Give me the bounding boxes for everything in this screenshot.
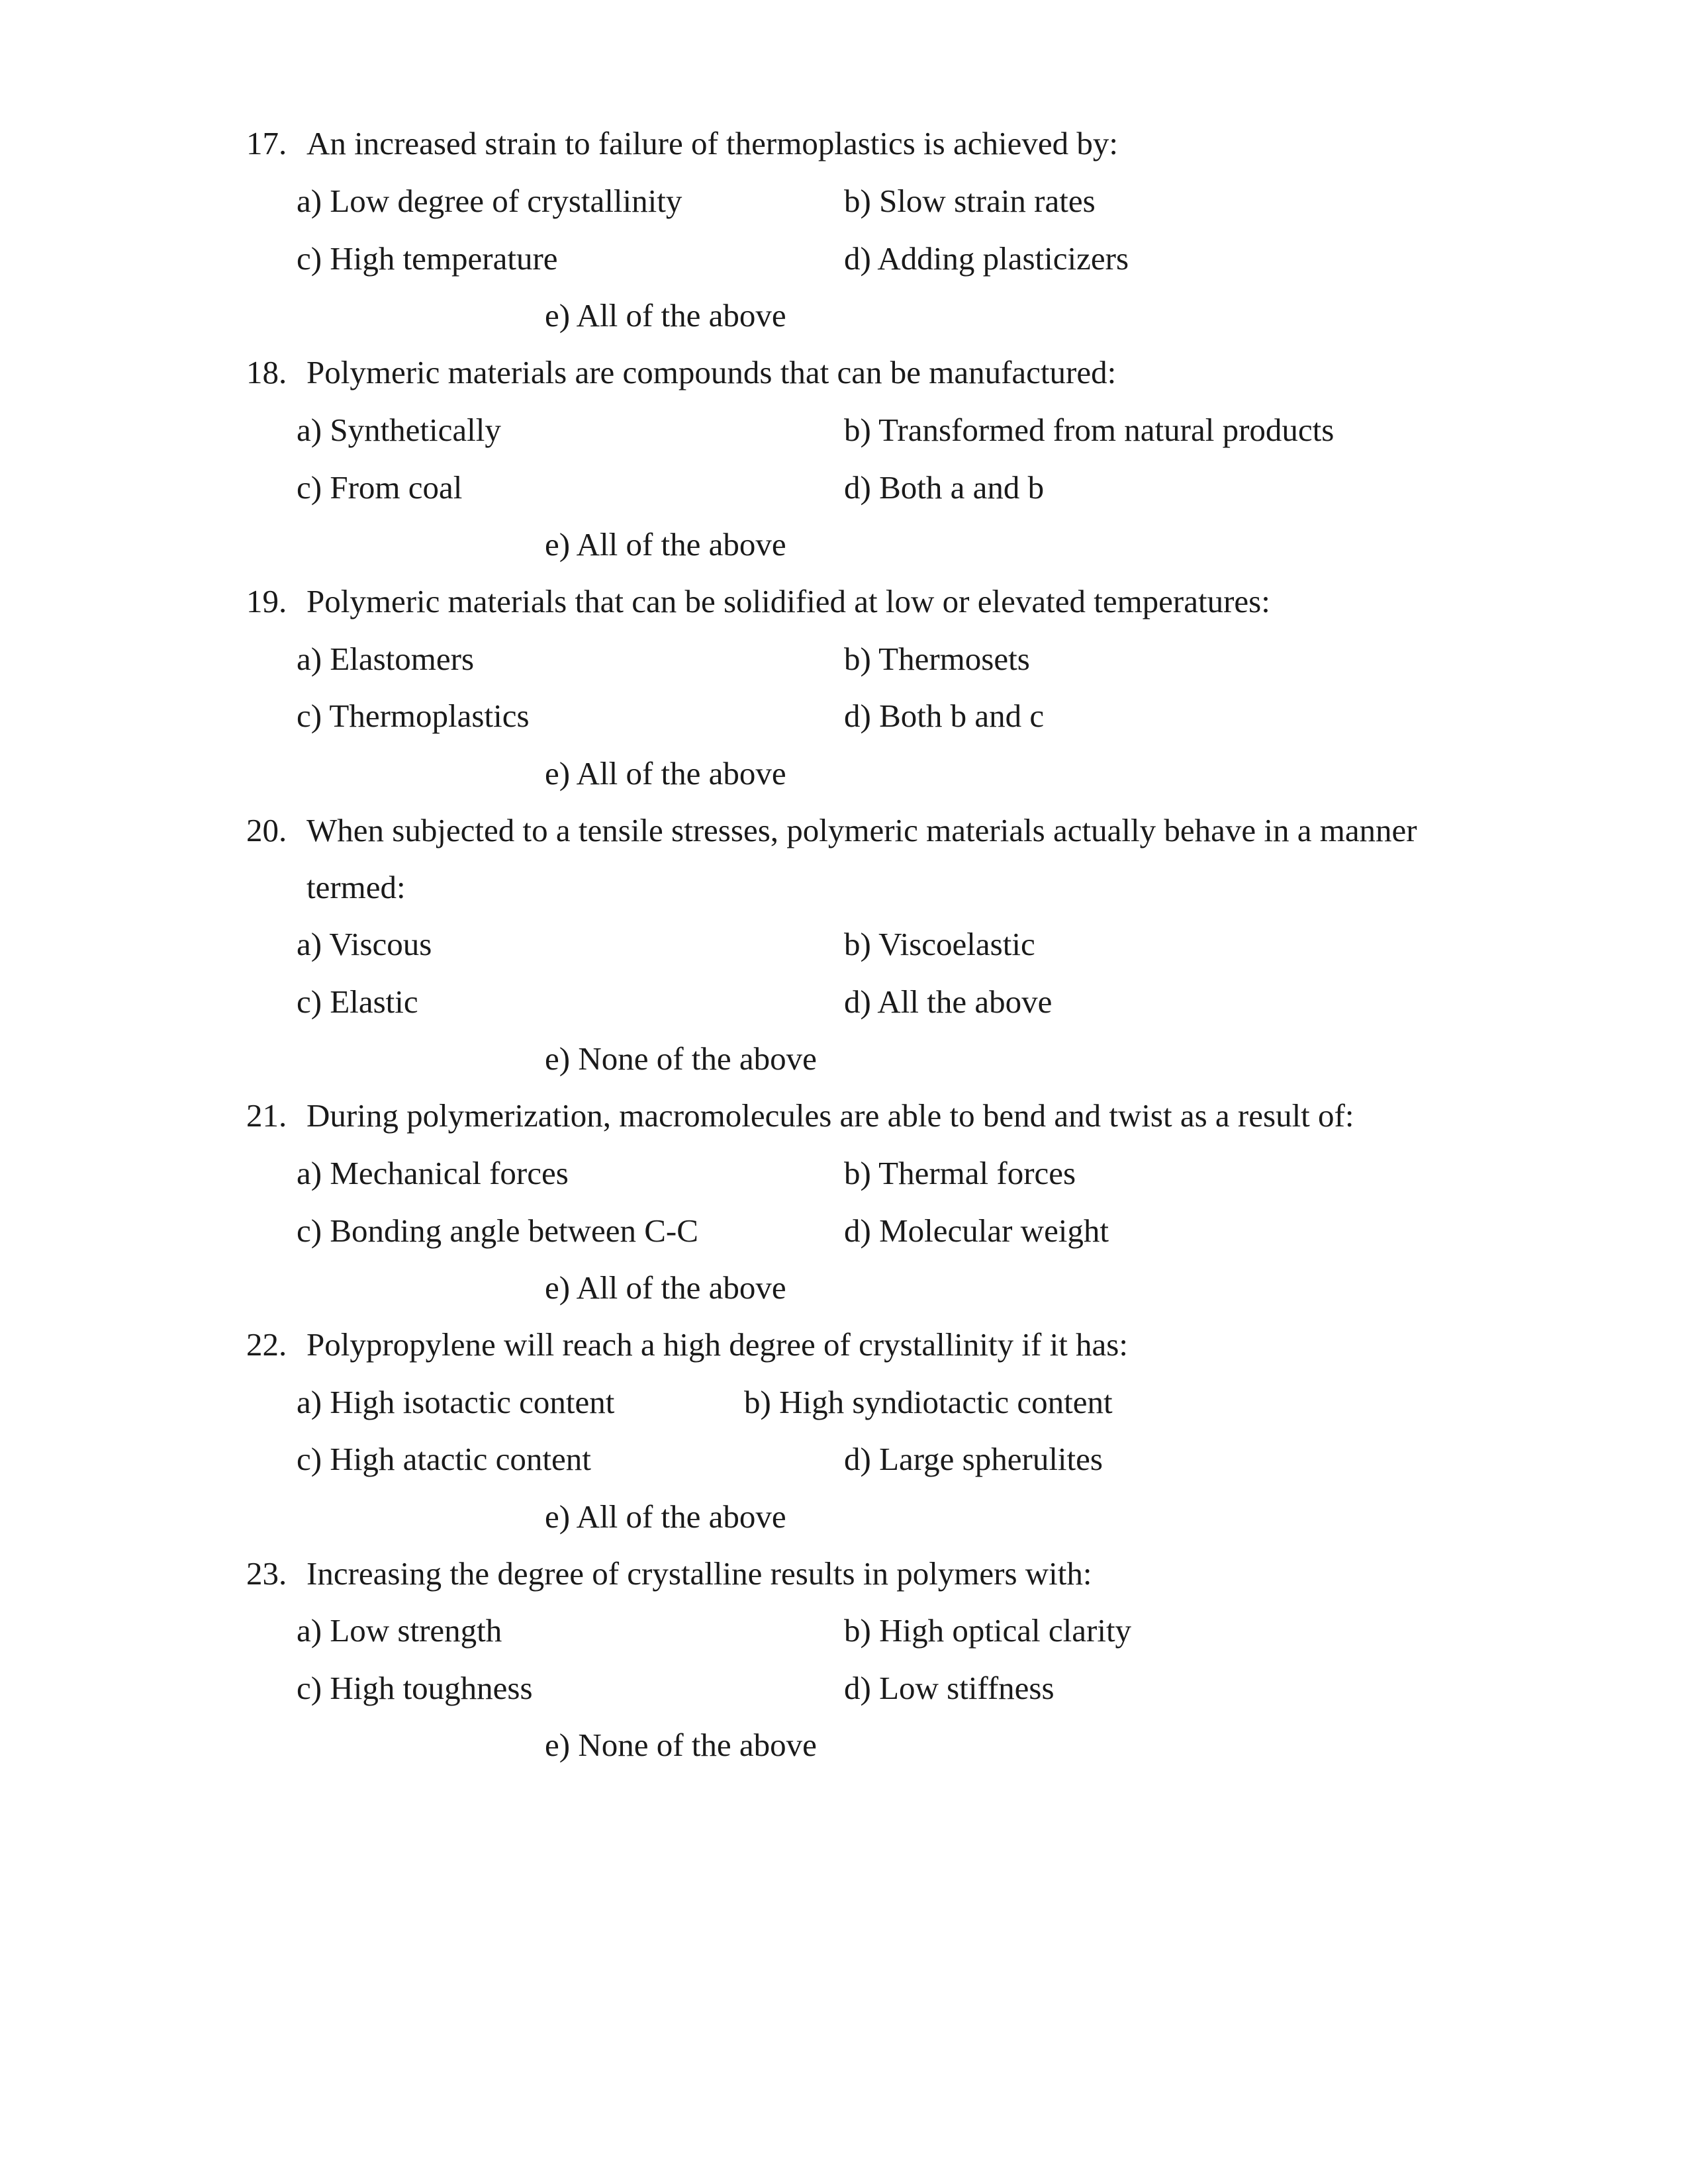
option-a: a) Low degree of crystallinity (297, 183, 682, 219)
option-c: c) Thermoplastics (297, 698, 530, 734)
option-d: d) Molecular weight (844, 1212, 1109, 1249)
option-b: b) High syndiotactic content (744, 1384, 1113, 1420)
option-b: b) Thermal forces (844, 1155, 1076, 1191)
option-c: c) High atactic content (297, 1441, 591, 1477)
option-c: c) High temperature (297, 240, 558, 277)
option-a: a) Mechanical forces (297, 1155, 569, 1191)
question-text: When subjected to a tensile stresses, polymeric materials actually behave in a manner (306, 812, 1417, 848)
question-text: Polymeric materials that can be solidified at low or elevated temperatures: (306, 583, 1270, 619)
option-e: e) All of the above (545, 1498, 786, 1535)
option-b: b) Viscoelastic (844, 926, 1035, 962)
option-a: a) Low strength (297, 1612, 502, 1649)
option-c: c) Elastic (297, 983, 418, 1020)
question-number: 20. (246, 812, 287, 848)
option-a: a) Elastomers (297, 641, 475, 677)
option-e: e) None of the above (545, 1727, 817, 1763)
option-b: b) Transformed from natural products (844, 412, 1335, 448)
question-number: 18. (246, 354, 287, 390)
question-number: 19. (246, 583, 287, 619)
option-e: e) None of the above (545, 1040, 817, 1077)
option-c: c) High toughness (297, 1670, 533, 1706)
question-number: 17. (246, 125, 287, 161)
option-a: a) Viscous (297, 926, 432, 962)
option-e: e) All of the above (545, 526, 786, 563)
question-number: 23. (246, 1555, 287, 1592)
question-text: Polypropylene will reach a high degree of crystallinity if it has: (306, 1326, 1128, 1363)
option-d: d) All the above (844, 983, 1053, 1020)
option-c: c) Bonding angle between C-C (297, 1212, 698, 1249)
question-text: termed: (306, 869, 406, 905)
option-a: a) Synthetically (297, 412, 501, 448)
question-number: 22. (246, 1326, 287, 1363)
question-text: An increased strain to failure of thermoplastics is achieved by: (306, 125, 1118, 161)
option-e: e) All of the above (545, 755, 786, 792)
option-a: a) High isotactic content (297, 1384, 615, 1420)
option-b: b) Slow strain rates (844, 183, 1096, 219)
option-b: b) Thermosets (844, 641, 1030, 677)
question-number: 21. (246, 1097, 287, 1134)
option-d: d) Both a and b (844, 469, 1045, 506)
option-d: d) Low stiffness (844, 1670, 1055, 1706)
option-e: e) All of the above (545, 1269, 786, 1306)
option-c: c) From coal (297, 469, 463, 506)
option-d: d) Large spherulites (844, 1441, 1103, 1477)
option-e: e) All of the above (545, 297, 786, 334)
option-b: b) High optical clarity (844, 1612, 1132, 1649)
question-text: Increasing the degree of crystalline results in polymers with: (306, 1555, 1092, 1592)
question-text: Polymeric materials are compounds that can be manufactured: (306, 354, 1117, 390)
option-d: d) Adding plasticizers (844, 240, 1129, 277)
option-d: d) Both b and c (844, 698, 1045, 734)
question-text: During polymerization, macromolecules are able to bend and twist as a result of: (306, 1097, 1354, 1134)
